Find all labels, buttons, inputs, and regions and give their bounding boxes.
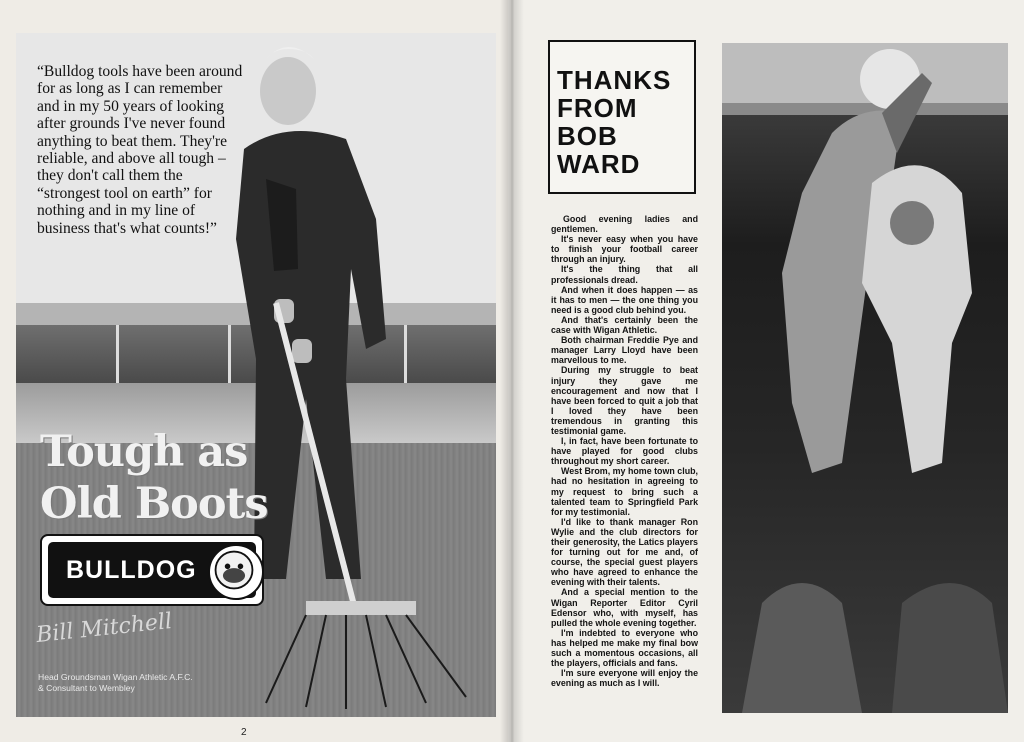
advert-quote: “Bulldog tools have been around for as long as I can remember and in my 50 years of looking after grounds I've never found anything to beat them. They're reliable, and above all tough – they don't call them the “strongest tool on earth” for nothing and in my line of business that's what counts!” (37, 63, 243, 237)
page-gutter (500, 0, 524, 742)
headline-line: Tough as (40, 427, 248, 477)
football-action-photo (722, 43, 1008, 713)
stand-post (116, 325, 119, 383)
article-paragraph: It's never easy when you have to finish your football career through an injury. (551, 234, 698, 265)
article-body (551, 214, 698, 688)
article-paragraph: Good evening ladies and gentlemen. (551, 214, 698, 235)
article-paragraph: I, in fact, have been fortunate to have played for good clubs throughout my short career. (551, 436, 698, 467)
logo-plate (48, 542, 256, 598)
bulldog-logo (40, 534, 264, 606)
article-paragraph: It's the thing that all professionals dread. (551, 264, 698, 285)
article-paragraph: And that's certainly been the case with Wigan Athletic. (551, 314, 698, 336)
article-title: THANKS FROM BOB WARD (557, 65, 672, 179)
bulldog-face-icon (208, 544, 264, 600)
signature: Bill Mitchell (35, 608, 174, 649)
article-paragraph: I'm indebted to everyone who has helped me make my final bow such a momentous occasions, all the players, officials and fans. (551, 627, 698, 669)
article-title-box (548, 40, 696, 194)
brand-name: BULLDOG (66, 556, 197, 584)
groundsman-credit (38, 672, 238, 694)
page-number: 2 (241, 727, 247, 738)
advert-headline (40, 426, 300, 530)
credit-line: & Consultant to Wembley (38, 683, 135, 693)
article-paragraph: And when it does happen — as it has to men — the one thing you need is a good club behind you. (551, 284, 698, 315)
article-paragraph: And a special mention to the Wigan Reporter Editor Cyril Edensor who, with myself, has pulled the whole evening together. (551, 587, 698, 628)
article-paragraph: Both chairman Freddie Pye and manager Larry Lloyd have been marvellous to me. (551, 335, 698, 366)
article-paragraph: I'm sure everyone will enjoy the evening as much as I will. (551, 668, 698, 689)
article-paragraph: During my struggle to beat injury they gave me encouragement and now that I have been forced to quit a job that I loved they have been tremendous in granting this testimonial game. (551, 365, 698, 436)
headline-line: Old Boots (40, 479, 268, 529)
article-paragraph: West Brom, my home town club, had no hesitation in agreeing to my request to bring such a talented team to Springfield Park for my testimonial. (551, 466, 698, 517)
credit-line: Head Groundsman Wigan Athletic A.F.C. (38, 672, 193, 682)
left-page (0, 0, 508, 742)
article-paragraph: I'd like to thank manager Ron Wylie and the club directors for their generosity, the Latics players for turning out for me and, of course, the special guest players who have agreed to enhance the evening with their talents. (551, 516, 698, 588)
